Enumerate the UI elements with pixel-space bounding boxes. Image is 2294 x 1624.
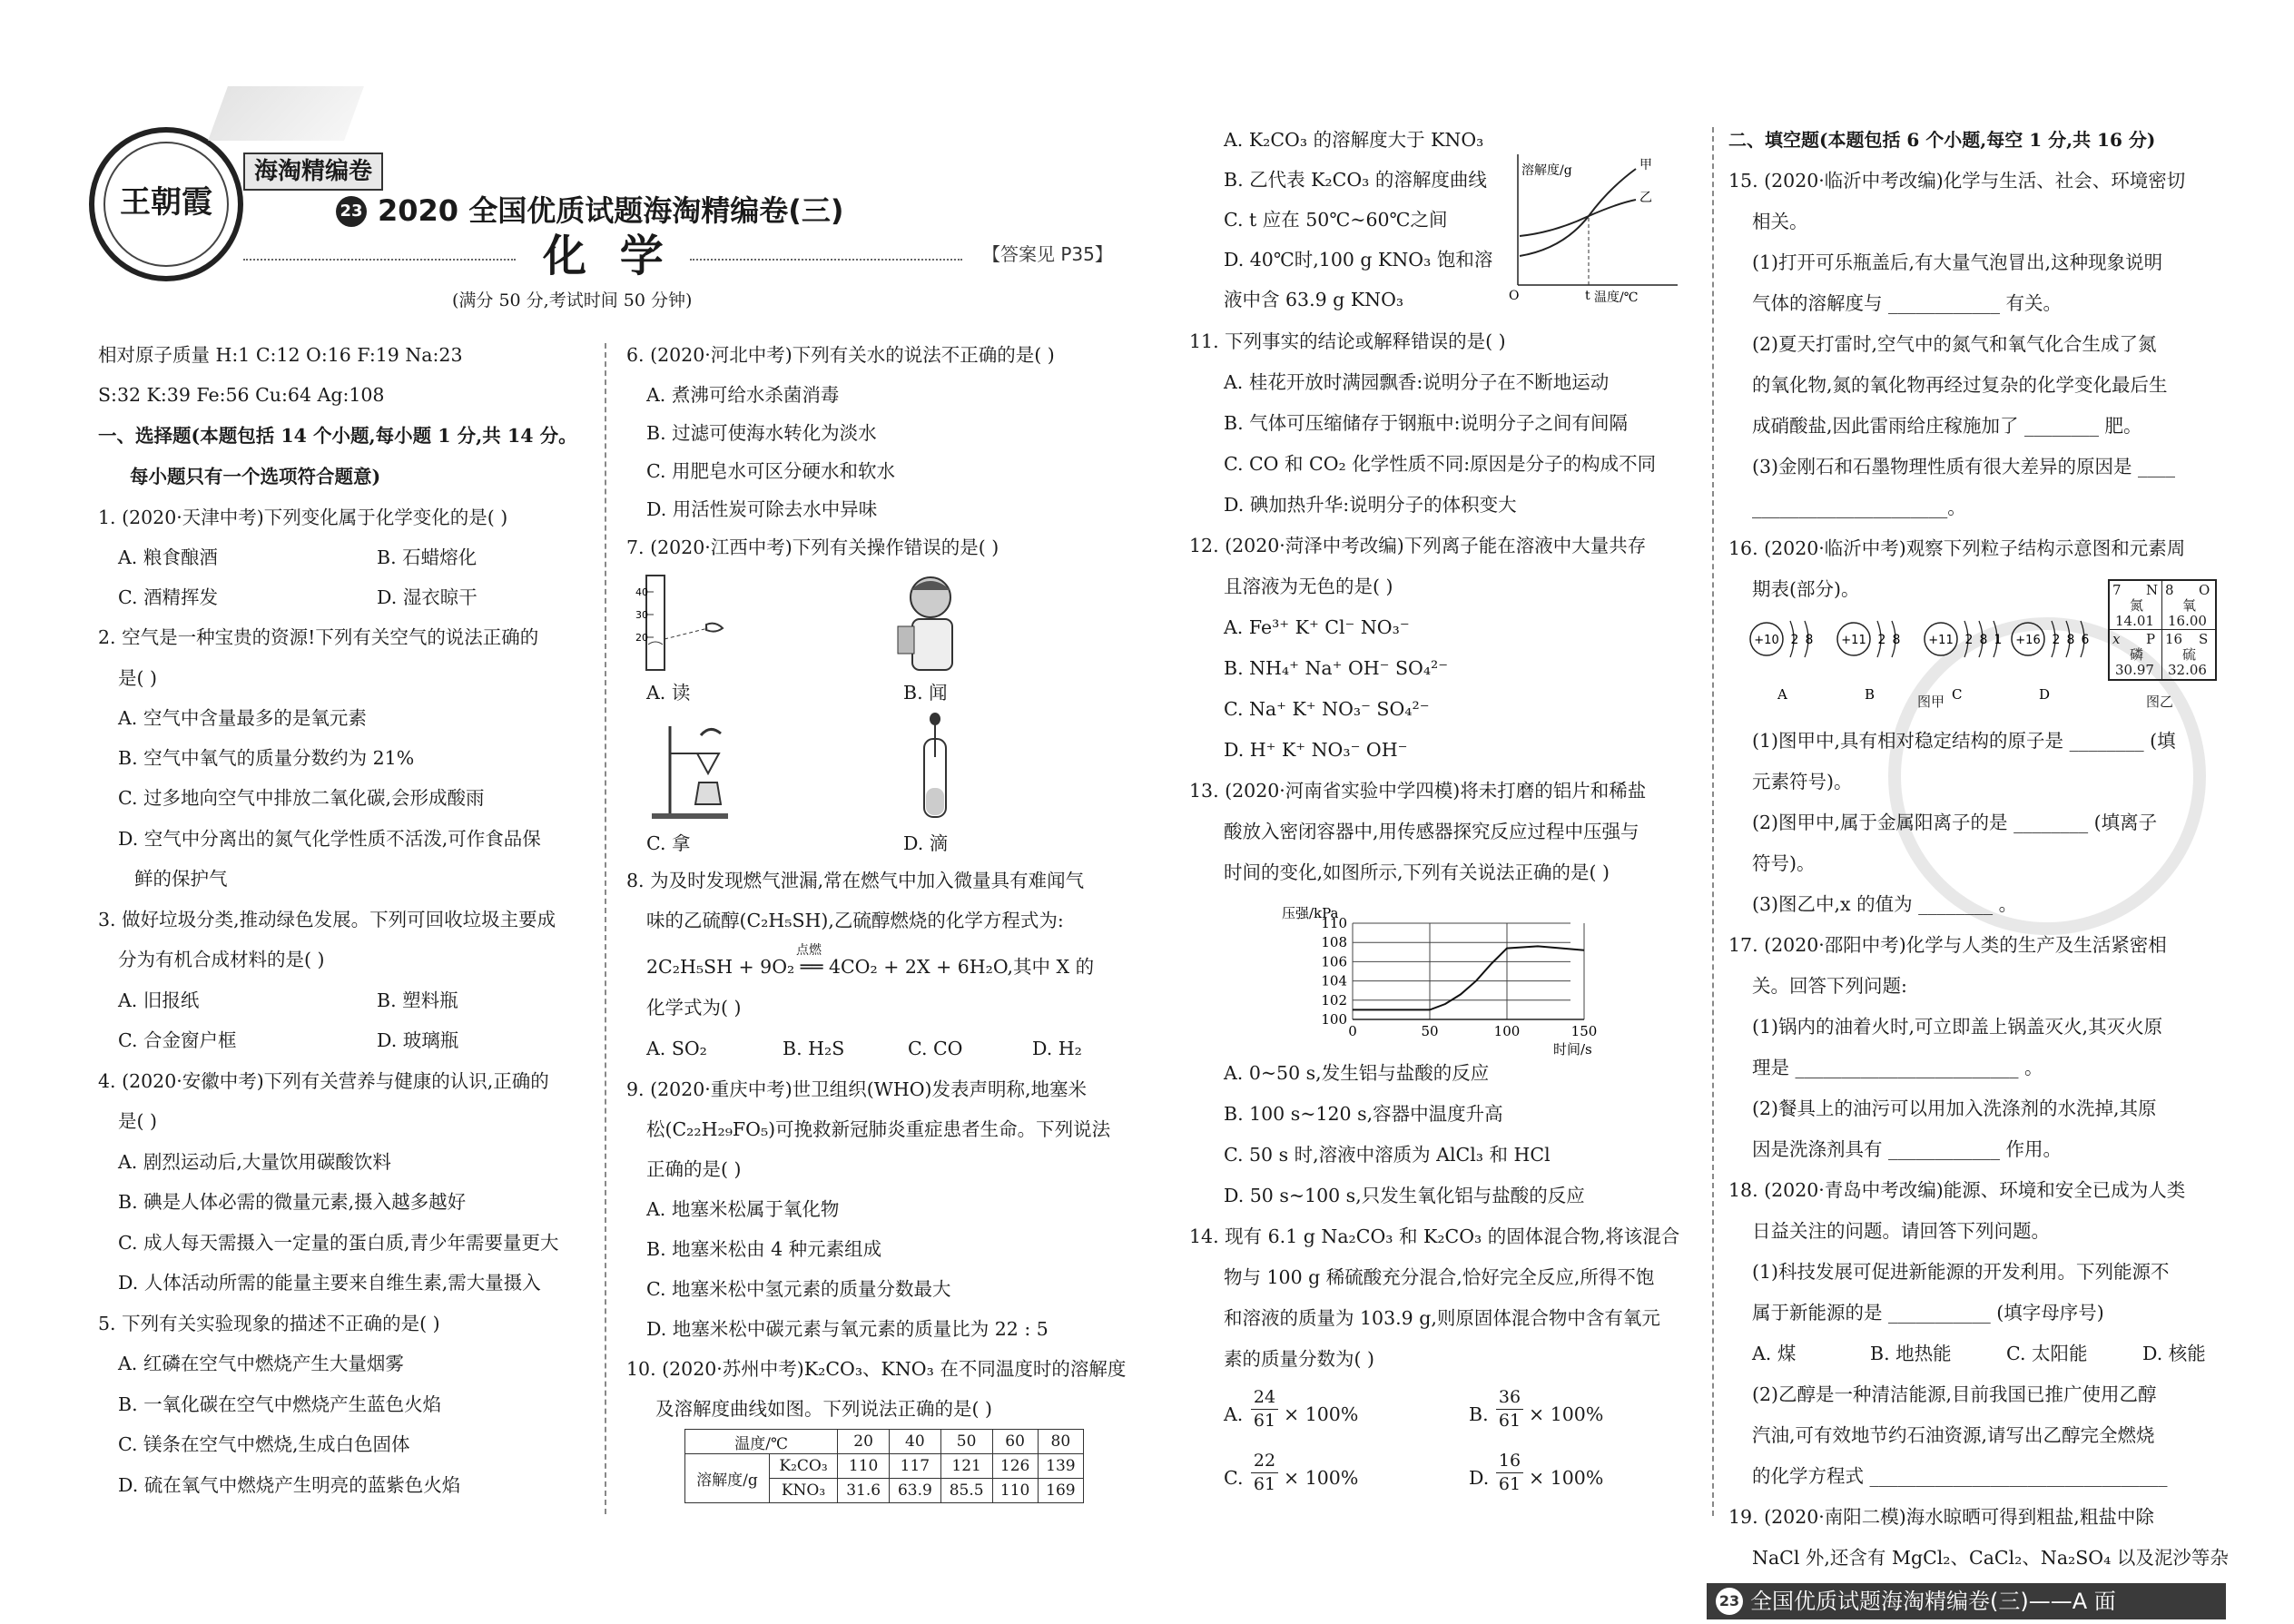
q12-option-b: B. NH₄⁺ Na⁺ OH⁻ SO₄²⁻ — [1224, 657, 1449, 679]
question-14-cont-2: 和溶液的质量为 103.9 g,则原固体混合物中含有氧元 — [1224, 1307, 1660, 1329]
q9-option-a: A. 地塞米松属于氧化物 — [646, 1198, 840, 1220]
option-label: B. — [1469, 1403, 1489, 1425]
title-rule-left — [243, 259, 516, 261]
q7-option-b: B. 闻 — [903, 682, 948, 704]
q8-option-b: B. H₂S — [783, 1038, 845, 1059]
svg-text:30: 30 — [635, 609, 648, 621]
denominator: 61 — [1498, 1411, 1521, 1431]
table-row — [685, 1454, 1084, 1479]
question-4: 4. (2020·安徽中考)下列有关营养与健康的认识,正确的 — [98, 1070, 549, 1092]
series-line-jia — [1520, 169, 1636, 256]
q7-option-c: C. 拿 — [646, 832, 691, 854]
q2-option-b: B. 空气中氧气的质量分数约为 21% — [118, 747, 415, 769]
element-cell-o — [2162, 581, 2215, 630]
electron-count: 2 — [1964, 633, 1974, 647]
atomic-number: 16 — [2165, 631, 2183, 647]
brand-logo — [89, 127, 243, 281]
q18-part-2-cont: 汽油,可有效地节约石油资源,请写出乙醇完全燃烧 — [1752, 1424, 2155, 1446]
atomic-number: 8 — [2165, 582, 2174, 598]
solubility-table — [684, 1429, 1084, 1503]
x-tick-label: 0 — [1348, 1023, 1357, 1039]
question-8: 8. 为及时发现燃气泄漏,常在燃气中加入微量具有难闻气 — [626, 870, 1085, 891]
numerator: 22 — [1253, 1451, 1276, 1471]
title-rule-right — [690, 259, 962, 261]
y-tick-label: 100 — [1321, 1011, 1347, 1028]
question-13: 13. (2020·河南省实验中学四模)将未打磨的铝片和稀盐 — [1189, 780, 1647, 802]
q18-option-d: D. 核能 — [2142, 1343, 2206, 1364]
table-cell: 121 — [940, 1454, 992, 1479]
q12-option-d: D. H⁺ K⁺ NO₃⁻ OH⁻ — [1224, 739, 1408, 761]
question-2: 2. 空气是一种宝贵的资源!下列有关空气的说法正确的 — [98, 626, 539, 648]
y-axis-label: 溶解度/g — [1521, 163, 1572, 178]
x-tick-label: t — [1585, 289, 1590, 303]
q16-part-3: (3)图乙中,x 的值为 ________ 。 — [1752, 893, 2018, 915]
fraction — [1251, 1452, 1278, 1493]
fig-jia-label: 图甲 — [1917, 694, 1945, 710]
option-label: C. — [1224, 1467, 1244, 1489]
table-header-cell: 40 — [890, 1430, 941, 1454]
section-1-heading: 一、选择题(本题包括 14 个小题,每小题 1 分,共 14 分。 — [98, 425, 577, 447]
q6-option-d: D. 用活性炭可除去水中异味 — [646, 498, 878, 520]
q16-part-2: (2)图甲中,属于金属阳离子的是 ________ (填离子 — [1752, 812, 2158, 833]
question-10: 10. (2020·苏州中考)K₂CO₃、KNO₃ 在不同温度时的溶解度 — [626, 1358, 1127, 1380]
electron-count: 1 — [1994, 633, 2003, 647]
y-axis-label: 压强/kPa — [1282, 905, 1339, 921]
question-18-cont: 日益关注的问题。请回答下列问题。 — [1752, 1220, 2050, 1242]
q17-part-1: (1)锅内的油着火时,可立即盖上锅盖灭火,其灭火原 — [1752, 1016, 2163, 1038]
table-cell: 139 — [1038, 1454, 1083, 1479]
ribbon-decoration — [208, 86, 364, 141]
table-header-cell: 50 — [940, 1430, 992, 1454]
table-cell: 117 — [890, 1454, 941, 1479]
question-14: 14. 现有 6.1 g Na₂CO₃ 和 K₂CO₃ 的固体混合物,将该混合 — [1189, 1225, 1680, 1247]
q18-part-1-cont: 属于新能源的是 ___________ (填字母序号) — [1752, 1302, 2104, 1324]
question-10-cont: 及溶解度曲线如图。下列说法正确的是( ) — [655, 1398, 993, 1420]
table-cell: 85.5 — [940, 1479, 992, 1503]
periodic-table-excerpt — [2108, 579, 2217, 681]
y-tick-label: 104 — [1321, 972, 1347, 989]
x-axis-label: 时间/s — [1553, 1041, 1592, 1058]
question-18: 18. (2020·青岛中考改编)能源、环境和安全已成为人类 — [1728, 1179, 2186, 1201]
question-8-cont-2: 化学式为( ) — [646, 997, 742, 1019]
q18-option-c: C. 太阳能 — [2006, 1343, 2088, 1364]
question-3-cont: 分为有机合成材料的是( ) — [118, 949, 325, 970]
question-3: 3. 做好垃圾分类,推动绿色发展。下列可回收垃圾主要成 — [98, 909, 556, 930]
x-axis-label: 温度/℃ — [1594, 290, 1639, 303]
table-header-cell: 80 — [1038, 1430, 1083, 1454]
q18-part-2: (2)乙醇是一种清洁能源,目前我国已推广使用乙醇 — [1752, 1383, 2157, 1405]
q15-part-1: (1)打开可乐瓶盖后,有大量气泡冒出,这种现象说明 — [1752, 251, 2163, 273]
table-cell: 110 — [838, 1454, 890, 1479]
section-1-note: 每小题只有一个选项符合题意) — [130, 466, 381, 487]
q10-option-d: D. 40℃时,100 g KNO₃ 饱和溶 — [1224, 249, 1493, 271]
q1-option-c: C. 酒精挥发 — [118, 586, 218, 608]
question-4-cont: 是( ) — [118, 1110, 158, 1132]
option-tail: × 100% — [1284, 1467, 1359, 1489]
element-name: 氧 — [2182, 597, 2197, 614]
q11-option-b: B. 气体可压缩储存于钢瓶中:说明分子之间有间隔 — [1224, 412, 1629, 434]
equation-condition: 点燃 — [796, 943, 822, 958]
pressure-time-chart — [1280, 903, 1598, 1058]
atomic-mass: 32.06 — [2168, 662, 2207, 678]
q9-option-c: C. 地塞米松中氢元素的质量分数最大 — [646, 1278, 951, 1300]
q17-part-1-cont: 理是 ________________________ 。 — [1752, 1057, 2043, 1078]
option-tail: × 100% — [1529, 1403, 1604, 1425]
question-9-cont-2: 正确的是( ) — [646, 1158, 742, 1180]
question-9-cont: 松(C₂₂H₂₉FO₅)可挽救新冠肺炎重症患者生命。下列说法 — [646, 1118, 1111, 1140]
q15-part-3: (3)金刚石和石墨物理性质有很大差异的原因是 ____ — [1752, 456, 2176, 477]
q12-option-a: A. Fe³⁺ K⁺ Cl⁻ NO₃⁻ — [1224, 616, 1410, 638]
q1-option-b: B. 石蜡熔化 — [377, 546, 478, 568]
series-line-yi — [1520, 200, 1636, 236]
option-label: A. — [1224, 1403, 1244, 1425]
exam-info: (满分 50 分,考试时间 50 分钟) — [452, 290, 693, 310]
table-row — [685, 1430, 1084, 1454]
q9-option-d: D. 地塞米松中碳元素与氧元素的质量比为 22 : 5 — [646, 1318, 1049, 1340]
column-divider — [605, 343, 606, 1514]
q18-part-2-cont-2: 的化学方程式 ________________________________ — [1752, 1465, 2168, 1487]
q3-option-b: B. 塑料瓶 — [377, 989, 458, 1011]
electron-count: 8 — [1979, 633, 1988, 647]
table-cell: 31.6 — [838, 1479, 890, 1503]
question-16: 16. (2020·临沂中考)观察下列粒子结构示意图和元素周 — [1728, 537, 2186, 559]
table-cell: KNO₃ — [769, 1479, 837, 1503]
atom-label: C — [1952, 686, 1963, 703]
question-8-cont: 味的乙硫醇(C₂H₅SH),乙硫醇燃烧的化学方程式为: — [646, 910, 1064, 931]
footer-issue-badge: 23 — [1716, 1588, 1743, 1615]
svg-text:20: 20 — [635, 632, 648, 644]
question-12: 12. (2020·菏泽中考改编)下列离子能在溶液中大量共存 — [1189, 535, 1647, 556]
atom-label: A — [1777, 686, 1787, 703]
q18-option-b: B. 地热能 — [1870, 1343, 1952, 1364]
q16-part-1-cont: 元素符号)。 — [1752, 771, 1853, 792]
table-cell: 110 — [992, 1479, 1038, 1503]
nucleus-charge: +10 — [1754, 634, 1779, 647]
question-7: 7. (2020·江西中考)下列有关操作错误的是( ) — [626, 536, 999, 558]
q6-option-b: B. 过滤可使海水转化为淡水 — [646, 422, 877, 444]
question-1: 1. (2020·天津中考)下列变化属于化学变化的是( ) — [98, 507, 508, 528]
solubility-curve-chart — [1500, 149, 1681, 303]
subject-title: 化 学 — [543, 231, 673, 281]
issue-number-badge: 23 — [336, 196, 367, 227]
question-15: 15. (2020·临沂中考改编)化学与生活、社会、环境密切 — [1728, 170, 2186, 192]
atomic-mass: 30.97 — [2115, 662, 2154, 678]
element-cell-p — [2110, 630, 2162, 681]
question-13-cont-2: 时间的变化,如图所示,下列有关说法正确的是( ) — [1224, 861, 1610, 883]
q7-option-d: D. 滴 — [903, 832, 949, 854]
answer-reference: 【答案见 P35】 — [982, 243, 1113, 265]
option-label: D. — [1469, 1467, 1490, 1489]
question-16-cont: 期表(部分)。 — [1752, 578, 1860, 600]
table-header-cell: 60 — [992, 1430, 1038, 1454]
series-tag: 海淘精编卷 — [243, 153, 383, 191]
nucleus-charge: +11 — [1928, 634, 1954, 647]
x-tick-label: 100 — [1493, 1023, 1521, 1039]
q13-option-d: D. 50 s~100 s,只发生氧化铝与盐酸的反应 — [1224, 1185, 1585, 1206]
element-name: 氮 — [2130, 597, 2144, 614]
table-cell: 63.9 — [890, 1479, 941, 1503]
fraction — [1496, 1452, 1523, 1493]
electron-count: 8 — [1805, 633, 1814, 647]
question-12-cont: 且溶液为无色的是( ) — [1224, 576, 1393, 597]
q4-option-b: B. 碘是人体必需的微量元素,摄入越多越好 — [118, 1191, 467, 1213]
q2-option-c: C. 过多地向空气中排放二氧化碳,会形成酸雨 — [118, 787, 485, 809]
lab-figure-smell — [885, 572, 985, 674]
q13-option-c: C. 50 s 时,溶液中溶质为 AlCl₃ 和 HCl — [1224, 1144, 1551, 1166]
electron-count: 2 — [2052, 633, 2061, 647]
q6-option-a: A. 煮沸可给水杀菌消毒 — [646, 384, 840, 406]
lab-figure-drop — [908, 712, 962, 821]
atomic-number: x — [2112, 631, 2121, 647]
question-11: 11. 下列事实的结论或解释错误的是( ) — [1189, 330, 1506, 352]
fraction — [1496, 1389, 1523, 1430]
q15-part-1-cont: 气体的溶解度与 ____________ 有关。 — [1752, 292, 2063, 314]
nucleus-charge: +11 — [1841, 634, 1866, 647]
q4-option-d: D. 人体活动所需的能量主要来自维生素,需大量摄入 — [118, 1272, 541, 1294]
legend-label: 甲 — [1639, 158, 1652, 172]
q15-part-3-cont: _____________________。 — [1752, 497, 1966, 518]
denominator: 61 — [1498, 1474, 1521, 1494]
q10-option-b: B. 乙代表 K₂CO₃ 的溶解度曲线 — [1224, 169, 1487, 191]
y-tick-label: 110 — [1321, 915, 1347, 931]
q3-option-d: D. 玻璃瓶 — [377, 1029, 459, 1051]
q7-option-a: A. 读 — [646, 682, 691, 704]
electron-count: 6 — [2081, 633, 2090, 647]
q8-option-c: C. CO — [908, 1038, 963, 1059]
question-13-cont: 酸放入密闭容器中,用传感器探究反应过程中压强与 — [1224, 821, 1639, 842]
option-tail: × 100% — [1529, 1467, 1604, 1489]
q15-part-2-cont-2: 成硝酸盐,因此雷雨给庄稼施加了 ________ 肥。 — [1752, 415, 2142, 437]
numerator: 36 — [1498, 1387, 1521, 1407]
option-tail: × 100% — [1284, 1403, 1359, 1425]
paper-title: 2020 全国优质试题海淘精编卷(三) — [378, 193, 844, 228]
q13-option-b: B. 100 s~120 s,容器中温度升高 — [1224, 1103, 1503, 1125]
footer-bar — [1707, 1583, 2226, 1619]
question-19-cont: NaCl 外,还含有 MgCl₂、CaCl₂、Na₂SO₄ 以及泥沙等杂 — [1752, 1547, 2229, 1569]
lab-figure-read — [635, 574, 735, 674]
q17-part-2: (2)餐具上的油污可以用加入洗涤剂的水洗掉,其原 — [1752, 1097, 2157, 1119]
atomic-number: 7 — [2112, 582, 2122, 598]
atomic-mass: 14.01 — [2115, 613, 2154, 629]
q5-option-d: D. 硫在氧气中燃烧产生明亮的蓝紫色火焰 — [118, 1474, 461, 1496]
y-tick-label: 102 — [1321, 991, 1347, 1009]
q18-part-1: (1)科技发展可促进新能源的开发利用。下列能源不 — [1752, 1261, 2170, 1283]
q4-option-c: C. 成人每天需摄入一定量的蛋白质,青少年需要量更大 — [118, 1232, 559, 1254]
q1-option-a: A. 粮食酿酒 — [118, 546, 218, 568]
q15-part-2: (2)夏天打雷时,空气中的氮气和氧气化合生成了氮 — [1752, 333, 2157, 355]
table-cell: K₂CO₃ — [769, 1454, 837, 1479]
q15-part-2-cont: 的氧化物,氮的氧化物再经过复杂的化学变化最后生 — [1752, 374, 2168, 396]
section-2-heading: 二、填空题(本题包括 6 个小题,每空 1 分,共 16 分) — [1728, 129, 2156, 151]
q8-option-d: D. H₂ — [1032, 1038, 1082, 1059]
table-header-cell: 温度/℃ — [685, 1430, 838, 1454]
question-17-cont: 关。回答下列问题: — [1752, 975, 1907, 997]
q9-option-b: B. 地塞米松由 4 种元素组成 — [646, 1238, 882, 1260]
table-cell: 126 — [992, 1454, 1038, 1479]
element-symbol: N — [2146, 582, 2159, 598]
q1-option-d: D. 湿衣晾干 — [377, 586, 478, 608]
lab-figure-take — [643, 717, 743, 822]
legend-label: 乙 — [1639, 191, 1652, 205]
q2-option-d: D. 空气中分离出的氮气化学性质不活泼,可作食品保 — [118, 828, 541, 850]
atomic-masses: 相对原子质量 H:1 C:12 O:16 F:19 Na:23 — [98, 344, 463, 366]
element-symbol: P — [2146, 631, 2156, 647]
q16-part-1: (1)图甲中,具有相对稳定结构的原子是 ________ (填 — [1752, 730, 2176, 752]
x-tick-label: 150 — [1570, 1023, 1598, 1039]
q6-option-c: C. 用肥皂水可区分硬水和软水 — [646, 460, 895, 482]
q4-option-a: A. 剧烈运动后,大量饮用碳酸饮料 — [118, 1151, 391, 1173]
atomic-masses-cont: S:32 K:39 Fe:56 Cu:64 Ag:108 — [98, 384, 385, 406]
q11-option-a: A. 桂花开放时满园飘香:说明分子在不断地运动 — [1224, 371, 1610, 393]
q10-option-a: A. K₂CO₃ 的溶解度大于 KNO₃ — [1224, 129, 1484, 151]
electron-count: 2 — [1790, 633, 1799, 647]
footer-text: 全国优质试题海淘精编卷(三)——A 面 — [1750, 1589, 2116, 1614]
question-19: 19. (2020·南阳二模)海水晾晒可得到粗盐,粗盐中除 — [1728, 1506, 2154, 1528]
q10-option-c: C. t 应在 50℃~60℃之间 — [1224, 209, 1448, 231]
numerator: 16 — [1498, 1451, 1521, 1471]
q11-option-d: D. 碘加热升华:说明分子的体积变大 — [1224, 494, 1517, 516]
atom-label: B — [1865, 686, 1876, 703]
electron-count: 8 — [2066, 633, 2075, 647]
question-17: 17. (2020·邵阳中考)化学与人类的生产及生活紧密相 — [1728, 934, 2167, 956]
denominator: 61 — [1253, 1411, 1276, 1431]
element-cell-s — [2162, 630, 2215, 681]
q5-option-b: B. 一氧化碳在空气中燃烧产生蓝色火焰 — [118, 1393, 442, 1415]
question-15-cont: 相关。 — [1752, 211, 1808, 232]
atomic-mass: 16.00 — [2168, 613, 2207, 629]
column-divider — [1712, 127, 1714, 1516]
question-8-equation: 2C₂H₅SH + 9O₂ ══ 4CO₂ + 2X + 6H₂O,其中 X 的 — [646, 956, 1095, 978]
fig-yi-label: 图乙 — [2146, 694, 2174, 710]
table-header-cell: 20 — [838, 1430, 890, 1454]
nucleus-charge: +16 — [2015, 634, 2041, 647]
question-5: 5. 下列有关实验现象的描述不正确的是( ) — [98, 1313, 440, 1334]
element-symbol: S — [2199, 631, 2209, 647]
q17-part-2-cont: 因是洗涤剂具有 ____________ 作用。 — [1752, 1138, 2063, 1160]
q11-option-c: C. CO 和 CO₂ 化学性质不同:原因是分子的构成不同 — [1224, 453, 1657, 475]
atom-structure-figure — [1743, 599, 2115, 708]
q10-option-d-cont: 液中含 63.9 g KNO₃ — [1224, 289, 1404, 310]
element-symbol: O — [2199, 582, 2210, 598]
q3-option-c: C. 合金窗户框 — [118, 1029, 237, 1051]
question-6: 6. (2020·河北中考)下列有关水的说法不正确的是( ) — [626, 344, 1055, 366]
question-14-cont: 物与 100 g 稀硫酸充分混合,恰好完全反应,所得不饱 — [1224, 1266, 1655, 1288]
question-2-cont: 是( ) — [118, 667, 158, 689]
fraction — [1251, 1389, 1278, 1430]
x-tick-label: 50 — [1421, 1023, 1439, 1039]
table-row-label: 溶解度/g — [685, 1454, 770, 1503]
q2-option-d-cont: 鲜的保护气 — [134, 868, 228, 890]
question-14-cont-3: 素的质量分数为( ) — [1224, 1348, 1375, 1370]
numerator: 24 — [1253, 1387, 1276, 1407]
brand-logo-text: 王朝霞 — [120, 184, 212, 221]
q2-option-a: A. 空气中含量最多的是氧元素 — [118, 707, 367, 729]
q8-option-a: A. SO₂ — [646, 1038, 707, 1059]
q3-option-a: A. 旧报纸 — [118, 989, 200, 1011]
svg-text:40: 40 — [635, 586, 648, 598]
q5-option-a: A. 红磷在空气中燃烧产生大量烟雾 — [118, 1353, 404, 1374]
element-cell-n — [2110, 581, 2162, 630]
table-cell: 169 — [1038, 1479, 1083, 1503]
x-tick-label: O — [1509, 289, 1520, 303]
atom-label: D — [2039, 686, 2051, 703]
q5-option-c: C. 镁条在空气中燃烧,生成白色固体 — [118, 1433, 410, 1455]
q16-part-2-cont: 符号)。 — [1752, 852, 1816, 874]
element-name: 磷 — [2130, 646, 2144, 663]
y-tick-label: 106 — [1321, 953, 1347, 970]
y-tick-label: 108 — [1321, 934, 1347, 951]
question-9: 9. (2020·重庆中考)世卫组织(WHO)发表声明称,地塞米 — [626, 1078, 1088, 1100]
q13-option-a: A. 0~50 s,发生铝与盐酸的反应 — [1224, 1062, 1490, 1084]
electron-count: 8 — [1892, 633, 1901, 647]
element-name: 硫 — [2182, 646, 2197, 663]
q18-option-a: A. 煤 — [1752, 1343, 1797, 1364]
q12-option-c: C. Na⁺ K⁺ NO₃⁻ SO₄²⁻ — [1224, 698, 1430, 720]
denominator: 61 — [1253, 1474, 1276, 1494]
electron-count: 2 — [1877, 633, 1886, 647]
